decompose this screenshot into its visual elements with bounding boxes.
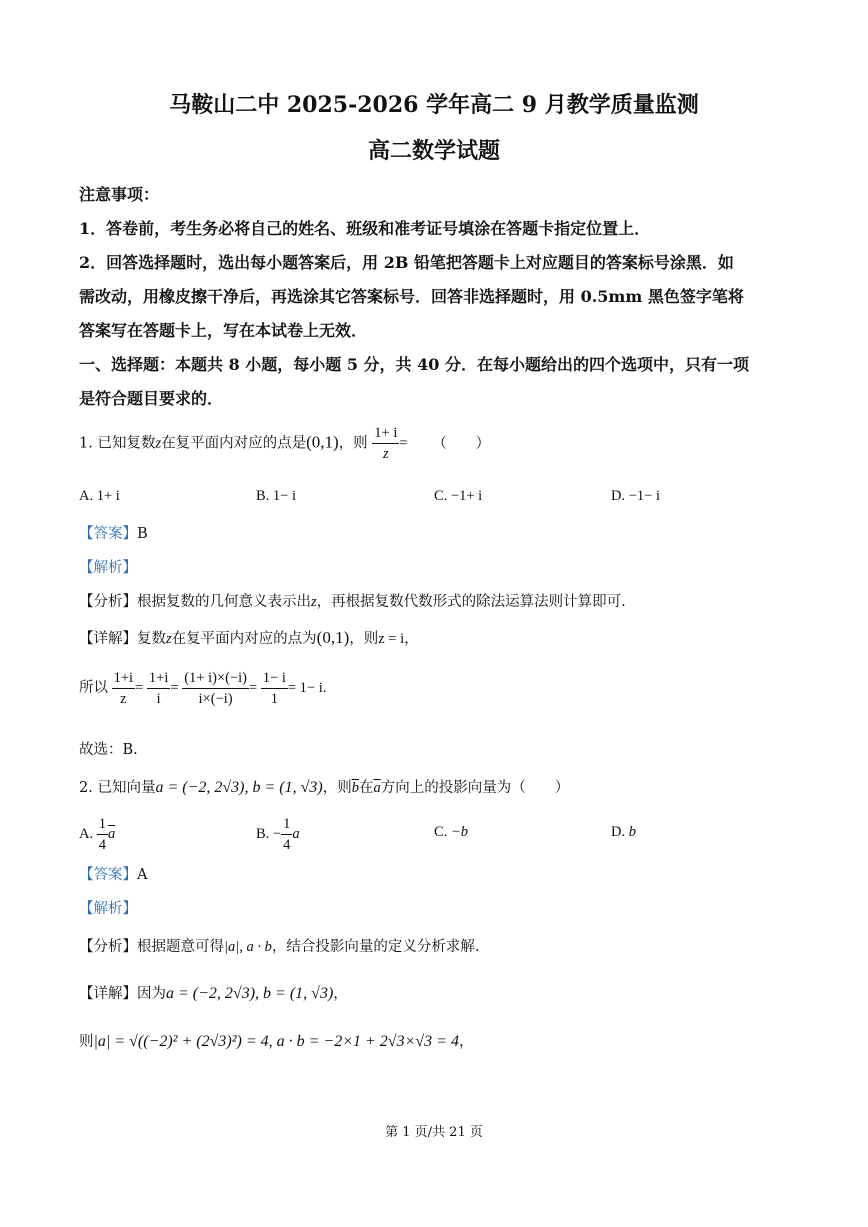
section-1-line-1: 一、选择题：本题共 8 小题，每小题 5 分，共 40 分．在每小题给出的四个选项中，只有一项 [79,355,749,374]
q1-fenxi: 【分析】根据复数的几何意义表示出z，再根据复数代数形式的除法运算法则计算即可. [79,594,626,610]
page-number: 第 1 页/共 21 页 [385,1125,483,1140]
q1-frac-denominator: z [383,446,389,462]
notes-item-2-line-1: 2．回答选择题时，选出每小题答案后，用 2B 铅笔把答题卡上对应题目的答案标号涂黑．如 [79,253,734,272]
question-2-stem: 2. 已知向量a = (−2, 2√3), b = (1, √3)，则$\overline{b}$在$\overline{a}$方向上的投影向量为（ ） [79,779,570,796]
q1-choose: 故选：B. [79,742,138,758]
q1-option-c: C. −1+ i [434,488,483,504]
q1-analysis-tag: 【解析】 [79,560,137,576]
section-1-line-2: 是符合题目要求的． [79,389,224,408]
exam-subtitle: 高二数学试题 [367,138,500,164]
q1-answer-value: B [137,526,148,542]
q1-stem-text-3: ，则 [338,435,368,452]
q1-option-d: D. −1− i [611,488,660,504]
q2-fenxi: 【分析】根据题意可得|a|, a · b，结合投影向量的定义分析求解. [79,939,480,955]
question-1-stem [79,423,490,464]
q1-point: (0,1) [306,432,339,452]
q2-analysis-tag: 【解析】 [79,901,137,917]
exam-title: 马鞍山二中 2025-2026 学年高二 9 月教学质量监测 [169,92,699,118]
q2-answer: 【答案】A [79,867,148,883]
q2-calc-expr: |a| = √((−2)² + (2√3)²) = 4, a · b = −2×1 + 2√3×√3 = 4 [93,1033,459,1050]
q1-equals: = [399,435,408,452]
q1-detail: 【详解】复数z在复平面内对应的点为(0,1)，则z = i， [79,628,419,647]
q1-result: = 1− i [287,679,323,696]
q2-option-b: B. − $\frac{1}{4}$ a [256,816,300,853]
q1-stem-text: 1. 已知复数 [79,435,156,452]
q2-detail: 【详解】因为a = (−2, 2√3), b = (1, √3)， [79,985,348,1002]
q1-frac-3: $\frac{(1+ i)\times(-i)}{i\times(-i)}$ [184,670,247,707]
q1-fraction [372,423,399,464]
q1-derivation: 所以 $\frac{1+i}{z}$ = $\frac{1+i}{i}$ = $\frac{(1+ i)\times(-i)}{i\times(-i)}$ = $\frac{1- i}{1}$ = 1− i. [79,670,327,707]
q2-calc: 则|a| = √((−2)² + (2√3)²) = 4, a · b = −2×1 + 2√3×√3 = 4， [79,1033,474,1050]
q1-answer-paren: （ ） [432,435,491,452]
notes-item-2-line-2: 需改动，用橡皮擦干净后，再选涂其它答案标号．回答非选择题时，用 0.5mm 黑色签字笔将 [79,287,744,306]
q1-option-b: B. 1− i [256,488,297,504]
q1-stem-text-2: 在复平面内对应的点是 [161,435,307,452]
q1-fenxi-tag: 【分析】 [79,594,137,610]
q1-option-a: A. 1+ i [79,488,120,504]
notes-heading: 注意事项： [79,185,160,204]
q1-var-z: z [155,435,162,452]
q2-vector-def: a = (−2, 2√3), b = (1, √3) [155,779,323,796]
q1-frac-1: $\frac{1+i}{z}$ [113,670,134,707]
notes-item-1: 1．答卷前，考生务必将自己的姓名、班级和准考证号填涂在答题卡指定位置上． [79,219,651,238]
notes-item-2-line-3: 答案写在答题卡上，写在本试卷上无效． [79,321,368,340]
q2-option-a: A. $\frac{1}{4}$ $\overline{a}$ [79,816,116,853]
q1-answer [79,522,148,543]
q2-option-c: C. −b [434,824,468,840]
q2-option-d: D. b [611,824,636,840]
q1-frac-numerator: 1+ i [372,423,399,444]
q1-frac-2: $\frac{1+i}{i}$ [148,670,169,707]
q1-frac-4: $\frac{1- i}{1}$ [262,670,286,707]
q1-answer-tag: 【答案】 [79,526,137,542]
q1-detail-tag: 【详解】 [79,631,137,647]
